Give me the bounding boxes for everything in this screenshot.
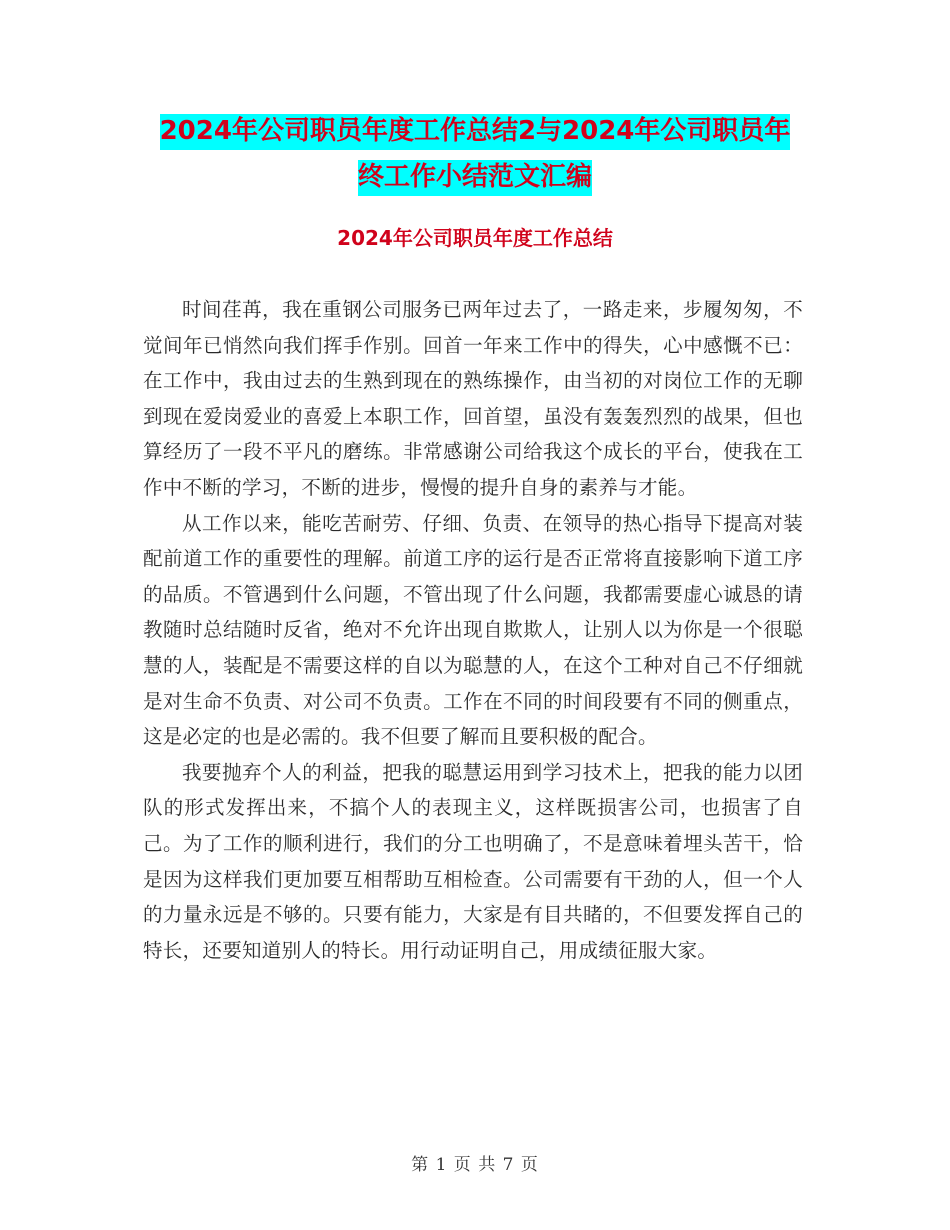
document-body <box>143 292 803 968</box>
paragraph-1: 时间荏苒，我在重钢公司服务已两年过去了，一路走来，步履匆匆，不觉间年已悄然向我们挥手作别。回首一年来工作中的得失，心中感慨不已：在工作中，我由过去的生熟到现在的熟练操作，由当初的对岗位工作的无聊到现在爱岗爱业的喜爱上本职工作，回首望，虽没有轰轰烈烈的战果，但也算经历了一段不平凡的磨练。非常感谢公司给我这个成长的平台，使我在工作中不断的学习，不断的进步，慢慢的提升自身的素养与才能。 <box>143 298 803 499</box>
paragraph-3: 我要抛弃个人的利益，把我的聪慧运用到学习技术上，把我的能力以团队的形式发挥出来，不搞个人的表现主义，这样既损害公司，也损害了自己。为了工作的顺利进行，我们的分工也明确了，不是意味着埋头苦干，恰是因为这样我们更加要互相帮助互相检查。公司需要有干劲的人，但一个人的力量永远是不够的。只要有能力，大家是有目共睹的，不但要发挥自己的特长，还要知道别人的特长。用行动证明自己，用成绩征服大家。 <box>143 760 803 962</box>
document-title-line-2: 终工作小结范文汇编 <box>358 160 592 196</box>
section-title: 2024年公司职员年度工作总结 <box>337 226 613 250</box>
document-title <box>0 108 950 200</box>
page-number-footer: 第 1 页 共 7 页 <box>411 1155 539 1175</box>
document-title-line-1: 2024年公司职员年度工作总结2与2024年公司职员年 <box>160 114 791 150</box>
paragraph-2: 从工作以来，能吃苦耐劳、仔细、负责、在领导的热心指导下提高对装配前道工作的重要性的理解。前道工序的运行是否正常将直接影响下道工序的品质。不管遇到什么问题，不管出现了什么问题，我都需要虚心诚恳的请教随时总结随时反省，绝对不允许出现自欺欺人，让别人以为你是一个很聪慧的人，装配是不需要这样的自以为聪慧的人，在这个工种对自己不仔细就是对生命不负责、对公司不负责。工作在不同的时间段要有不同的侧重点，这是必定的也是必需的。我不但要了解而且要积极的配合。 <box>143 511 803 749</box>
